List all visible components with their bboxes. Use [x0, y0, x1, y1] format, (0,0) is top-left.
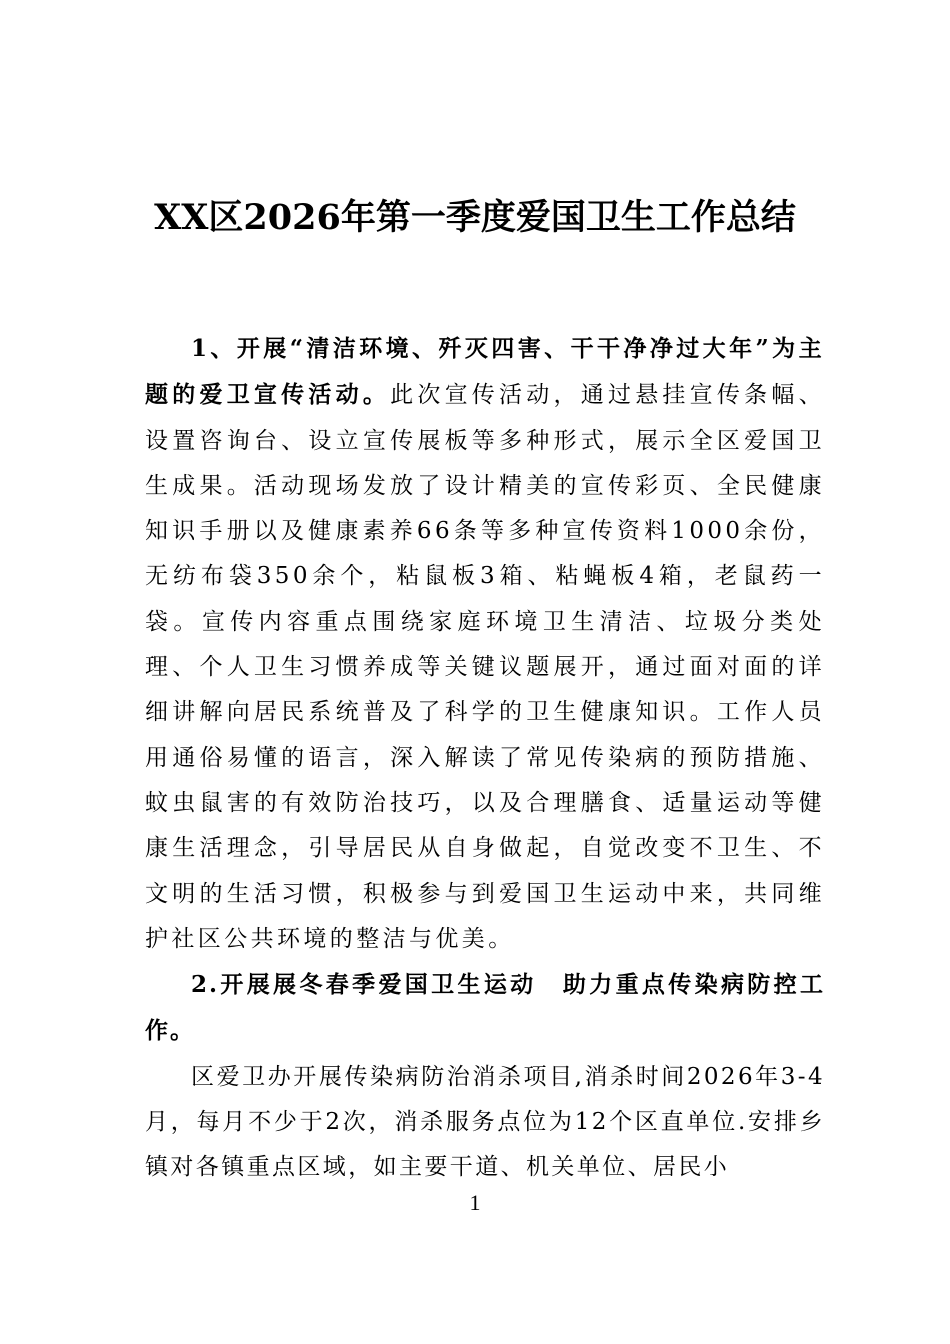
section-2-heading-paragraph: [145, 962, 825, 1055]
document-title: XX区2026年第一季度爱国卫生工作总结: [154, 197, 796, 238]
section-1-heading: 1、开展“清洁环境、歼灭四害、干干净净过大年”为主题的爱卫宣传活动。: [145, 335, 825, 409]
section-1-paragraph: [145, 326, 825, 962]
document-body: [145, 326, 825, 1191]
section-1-body: 此次宣传活动，通过悬挂宣传条幅、设置咨询台、设立宣传展板等多种形式，展示全区爱国卫生成果。活动现场发放了设计精美的宣传彩页、全民健康知识手册以及健康素养66条等多种宣传资料1000余份，无纺布袋350余个，粘鼠板3箱、粘蝇板4箱，老鼠药一袋。宣传内容重点围绕家庭环境卫生清洁、垃圾分类处理、个人卫生习惯养成等关键议题展开，通过面对面的详细讲解向居民系统普及了科学的卫生健康知识。工作人员用通俗易懂的语言，深入解读了常见传染病的预防措施、蚊虫鼠害的有效防治技巧，以及合理膳食、适量运动等健康生活理念，引导居民从自身做起，自觉改变不卫生、不文明的生活习惯，积极参与到爱国卫生运动中来，共同维护社区公共环境的整洁与优美。: [145, 382, 825, 952]
section-2-heading: 2.开展展冬春季爱国卫生运动 助力重点传染病防控工作。: [145, 971, 825, 1045]
section-2-body: 区爱卫办开展传染病防治消杀项目,消杀时间2026年3-4月，每月不少于2次，消杀服务点位为12个区直单位.安排乡镇对各镇重点区域，如主要干道、机关单位、居民小: [145, 1063, 825, 1181]
page-number: 1: [469, 1190, 481, 1215]
